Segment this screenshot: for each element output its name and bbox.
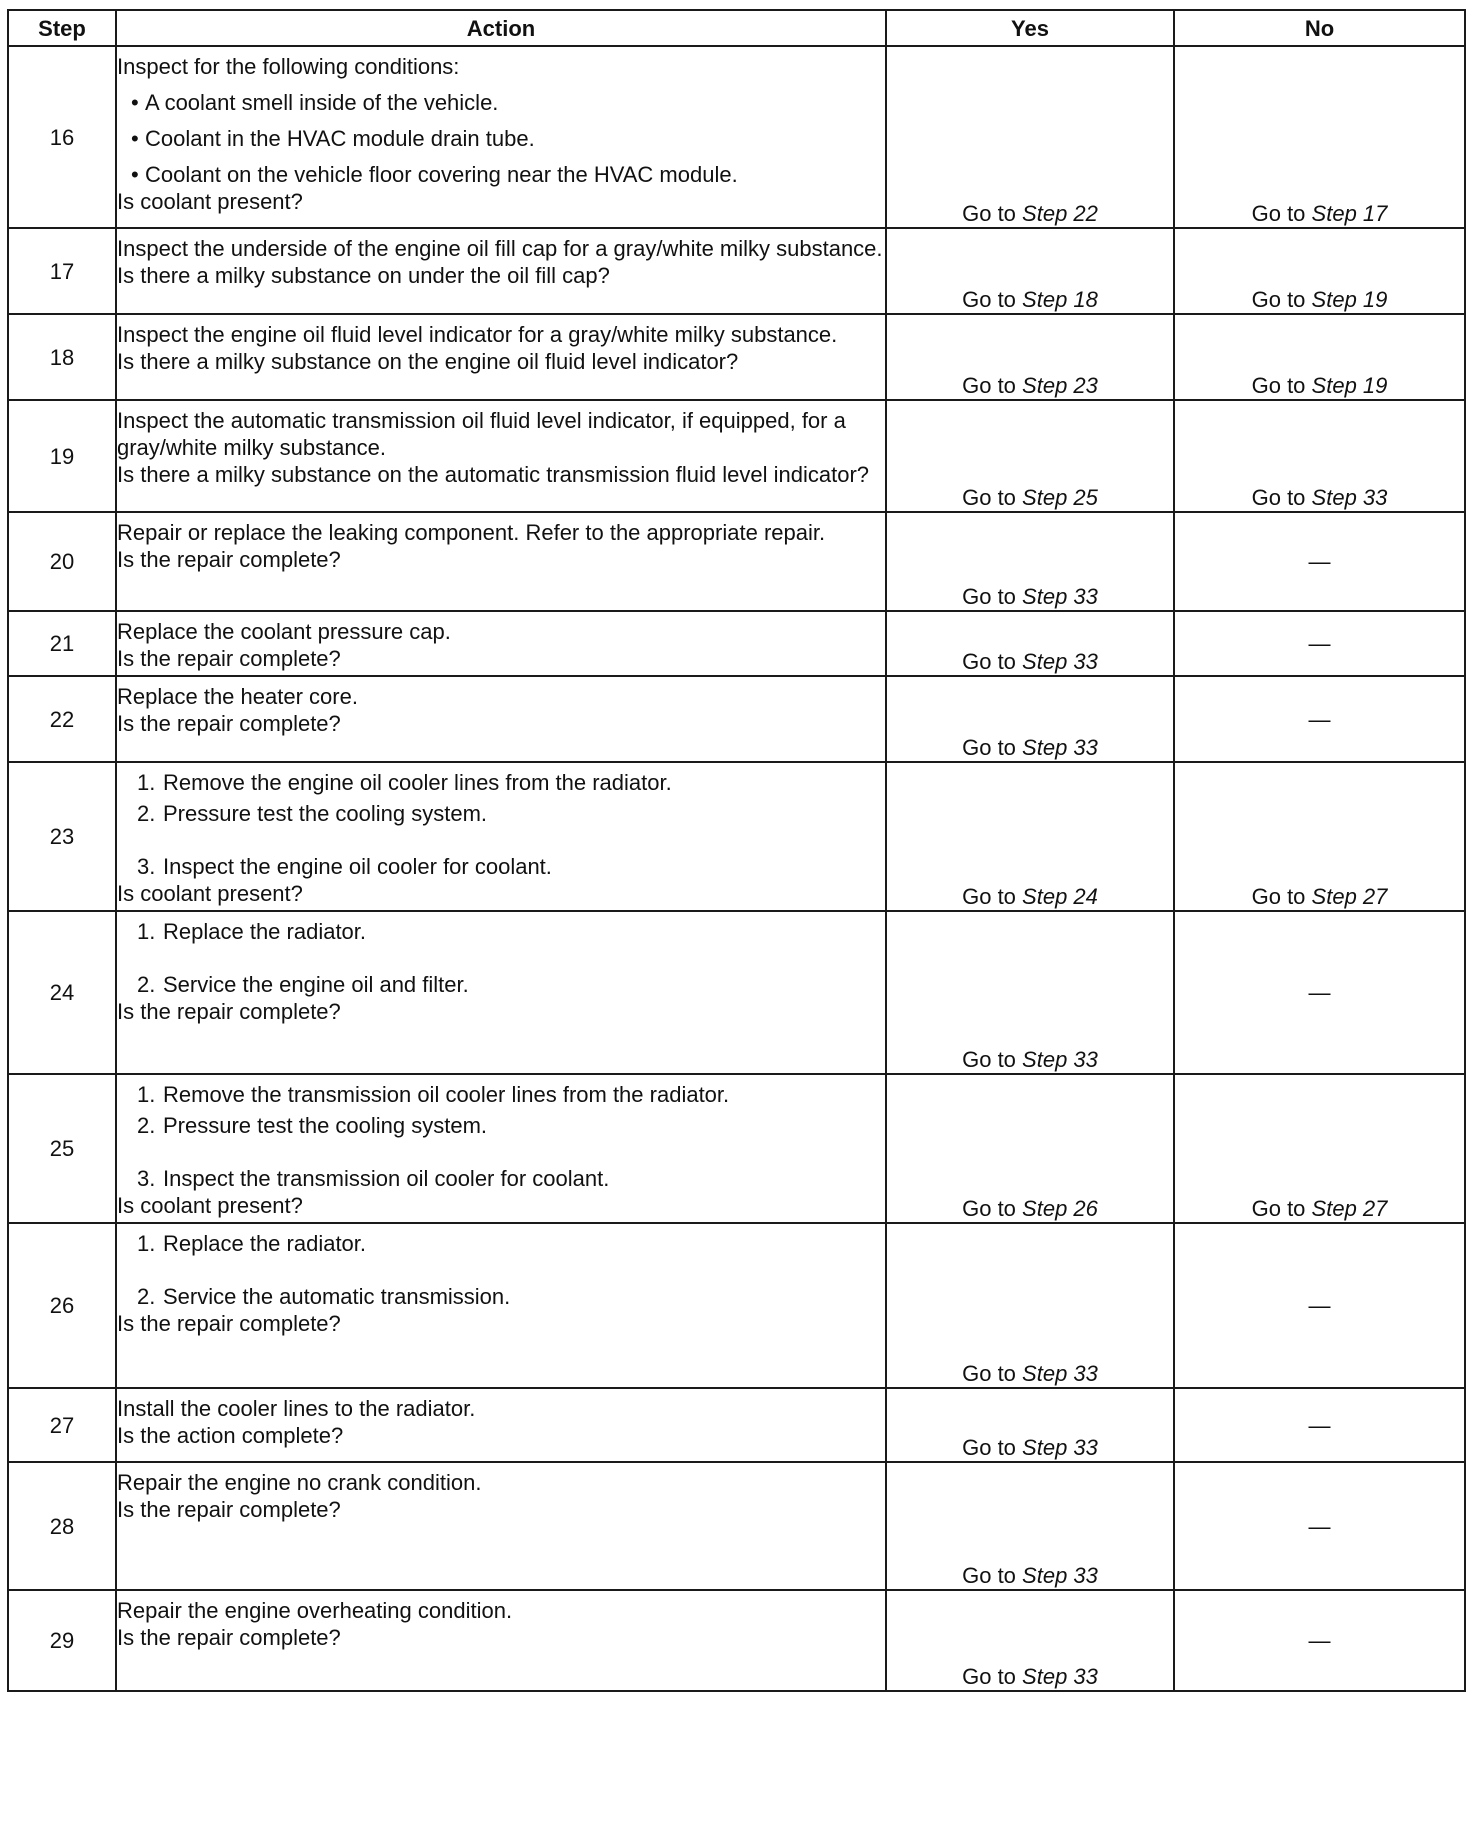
action-cell — [116, 228, 886, 314]
step-number: 28 — [8, 1462, 116, 1590]
step-number: 17 — [8, 228, 116, 314]
list-item: 1. Remove the transmission oil cooler lines from the radiator. — [137, 1082, 730, 1107]
yes-result: Go to Step 26 — [886, 1074, 1174, 1223]
action-cell — [116, 314, 886, 400]
no-result: — — [1174, 611, 1465, 676]
table-row — [8, 1074, 1465, 1223]
table-row — [8, 1462, 1465, 1590]
action-cell — [116, 762, 886, 911]
list-item: 3. Inspect the engine oil cooler for coolant. — [137, 854, 552, 879]
table-row — [8, 762, 1465, 911]
table-row — [8, 46, 1465, 228]
action-question: Is the repair complete? — [117, 1497, 341, 1522]
action-cell — [116, 1223, 886, 1388]
header-no: No — [1174, 10, 1465, 46]
action-question: Is the repair complete? — [117, 999, 341, 1024]
yes-result: Go to Step 22 — [886, 46, 1174, 228]
no-result: Go to Step 19 — [1174, 228, 1465, 314]
action-cell — [116, 512, 886, 611]
table-row — [8, 400, 1465, 512]
action-text: Repair the engine no crank condition. — [117, 1470, 482, 1495]
list-item: 1. Remove the engine oil cooler lines from the radiator. — [137, 770, 672, 795]
action-question: Is the repair complete? — [117, 547, 341, 572]
yes-result: Go to Step 33 — [886, 512, 1174, 611]
action-question: Is the repair complete? — [117, 711, 341, 736]
action-question: Is the action complete? — [117, 1423, 344, 1448]
procedure-list — [117, 1081, 885, 1192]
yes-result: Go to Step 24 — [886, 762, 1174, 911]
no-result: — — [1174, 512, 1465, 611]
action-cell — [116, 46, 886, 228]
step-number: 21 — [8, 611, 116, 676]
yes-result: Go to Step 33 — [886, 676, 1174, 762]
step-number: 18 — [8, 314, 116, 400]
step-number: 23 — [8, 762, 116, 911]
action-text: Inspect the engine oil fluid level indicator for a gray/white milky substance. — [117, 322, 838, 347]
table-row — [8, 911, 1465, 1074]
yes-result: Go to Step 33 — [886, 1590, 1174, 1691]
step-number: 20 — [8, 512, 116, 611]
action-cell — [116, 1590, 886, 1691]
list-item: 1. Replace the radiator. — [137, 1231, 367, 1256]
action-text: Replace the coolant pressure cap. — [117, 619, 451, 644]
table-row — [8, 1388, 1465, 1462]
action-text: Inspect the underside of the engine oil fill cap for a gray/white milky substance. — [117, 236, 883, 261]
step-number: 22 — [8, 676, 116, 762]
diagnostic-page — [7, 9, 1464, 1692]
list-item: • Coolant on the vehicle floor covering near the HVAC module. — [131, 161, 885, 188]
yes-result: Go to Step 25 — [886, 400, 1174, 512]
action-cell — [116, 911, 886, 1074]
no-result: — — [1174, 1388, 1465, 1462]
yes-result: Go to Step 33 — [886, 1388, 1174, 1462]
procedure-list — [117, 918, 885, 998]
action-question: Is the repair complete? — [117, 1311, 341, 1336]
list-item: 2. Service the automatic transmission. — [137, 1284, 511, 1309]
no-result: — — [1174, 1590, 1465, 1691]
header-row — [8, 10, 1465, 46]
procedure-list — [117, 769, 885, 880]
no-result: Go to Step 19 — [1174, 314, 1465, 400]
header-step: Step — [8, 10, 116, 46]
action-question: Is the repair complete? — [117, 646, 341, 671]
action-cell — [116, 676, 886, 762]
action-cell — [116, 1462, 886, 1590]
list-item: • A coolant smell inside of the vehicle. — [131, 89, 885, 116]
yes-result: Go to Step 33 — [886, 1223, 1174, 1388]
action-text: Repair the engine overheating condition. — [117, 1598, 513, 1623]
list-item: 1. Replace the radiator. — [137, 919, 367, 944]
action-question: Is there a milky substance on the engine oil fluid level indicator? — [117, 349, 739, 374]
no-result: Go to Step 27 — [1174, 1074, 1465, 1223]
table-row — [8, 228, 1465, 314]
yes-result: Go to Step 33 — [886, 1462, 1174, 1590]
no-result: — — [1174, 676, 1465, 762]
yes-result: Go to Step 23 — [886, 314, 1174, 400]
header-yes: Yes — [886, 10, 1174, 46]
table-row — [8, 1223, 1465, 1388]
diagnostic-table — [7, 9, 1466, 1692]
step-number: 19 — [8, 400, 116, 512]
step-number: 27 — [8, 1388, 116, 1462]
step-number: 24 — [8, 911, 116, 1074]
list-item: 2. Pressure test the cooling system. — [137, 801, 488, 826]
no-result: — — [1174, 911, 1465, 1074]
procedure-list — [117, 1230, 885, 1310]
list-item: 2. Pressure test the cooling system. — [137, 1113, 488, 1138]
no-result: Go to Step 33 — [1174, 400, 1465, 512]
no-result: Go to Step 17 — [1174, 46, 1465, 228]
action-cell — [116, 1074, 886, 1223]
action-cell — [116, 611, 886, 676]
action-text: Install the cooler lines to the radiator. — [117, 1396, 476, 1421]
list-item: 3. Inspect the transmission oil cooler for coolant. — [137, 1166, 610, 1191]
yes-result: Go to Step 33 — [886, 611, 1174, 676]
yes-result: Go to Step 18 — [886, 228, 1174, 314]
list-item: 2. Service the engine oil and filter. — [137, 972, 469, 997]
action-cell — [116, 400, 886, 512]
step-number: 26 — [8, 1223, 116, 1388]
no-result: — — [1174, 1223, 1465, 1388]
yes-result: Go to Step 33 — [886, 911, 1174, 1074]
step-number: 29 — [8, 1590, 116, 1691]
list-item: • Coolant in the HVAC module drain tube. — [131, 125, 885, 152]
table-row — [8, 676, 1465, 762]
header-action: Action — [116, 10, 886, 46]
step-number: 16 — [8, 46, 116, 228]
table-row — [8, 512, 1465, 611]
action-question: Is coolant present? — [117, 189, 303, 214]
action-text: Inspect the automatic transmission oil fluid level indicator, if equipped, for a gray/white milky substance. — [117, 408, 846, 460]
action-text: Inspect for the following conditions: — [117, 54, 460, 79]
table-row — [8, 1590, 1465, 1691]
action-question: Is there a milky substance on the automatic transmission fluid level indicator? — [117, 462, 870, 487]
action-question: Is the repair complete? — [117, 1625, 341, 1650]
action-question: Is there a milky substance on under the oil fill cap? — [117, 263, 610, 288]
action-question: Is coolant present? — [117, 881, 303, 906]
action-text: Replace the heater core. — [117, 684, 358, 709]
table-row — [8, 611, 1465, 676]
action-question: Is coolant present? — [117, 1193, 303, 1218]
no-result: — — [1174, 1462, 1465, 1590]
action-cell — [116, 1388, 886, 1462]
table-row — [8, 314, 1465, 400]
step-number: 25 — [8, 1074, 116, 1223]
condition-list — [117, 89, 885, 188]
action-text: Repair or replace the leaking component. Refer to the appropriate repair. — [117, 520, 826, 545]
no-result: Go to Step 27 — [1174, 762, 1465, 911]
